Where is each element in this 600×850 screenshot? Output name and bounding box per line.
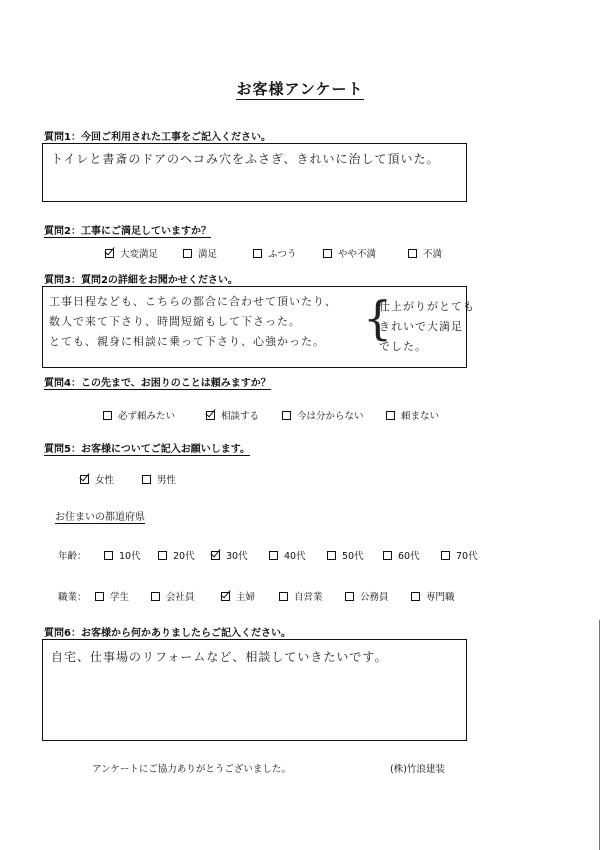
gender-option-male[interactable]: 男性 <box>142 472 192 486</box>
gender-option-female[interactable]: 女性 <box>80 472 142 486</box>
checkbox[interactable] <box>95 592 104 601</box>
page-title <box>0 78 600 99</box>
age-option-10s[interactable]: 10代 <box>104 548 158 562</box>
prefecture-label: お住まいの都道府県 <box>55 512 145 523</box>
checkbox[interactable] <box>151 592 160 601</box>
q2-option-1[interactable]: 大変満足 <box>105 246 183 260</box>
checkbox[interactable] <box>183 249 192 258</box>
checkbox[interactable] <box>411 592 420 601</box>
checkbox[interactable] <box>386 411 395 420</box>
question-6-answer-box[interactable] <box>42 639 467 741</box>
q2-option-3[interactable]: ふつう <box>253 246 323 260</box>
job-option-housewife[interactable]: 主婦 <box>221 589 279 603</box>
question-4-options <box>103 408 446 422</box>
checkbox-checked[interactable] <box>221 592 230 601</box>
question-3-side-note: 仕上がりがとても きれいで大満足 でした。 <box>379 300 475 353</box>
question-3-answer-box[interactable] <box>42 286 475 368</box>
q2-option-5[interactable]: 不満 <box>408 246 458 260</box>
age-option-20s[interactable]: 20代 <box>158 548 211 562</box>
question-1-label: 質問1：今回ご利用された工事をご記入ください。 <box>44 132 271 143</box>
q4-option-1[interactable]: 必ず頼みたい <box>103 408 206 422</box>
q2-option-2[interactable]: 満足 <box>183 246 253 260</box>
checkbox[interactable] <box>253 249 262 258</box>
job-options <box>95 589 471 603</box>
question-1-answer-box[interactable] <box>42 143 467 202</box>
checkbox-checked[interactable] <box>211 551 220 560</box>
question-6-answer: 自宅、仕事場のリフォームなど、相談していきたいです。 <box>51 650 388 664</box>
checkbox-checked[interactable] <box>206 411 215 420</box>
gender-options <box>80 472 192 486</box>
checkbox-checked[interactable] <box>80 475 89 484</box>
age-option-50s[interactable]: 50代 <box>327 548 383 562</box>
checkbox[interactable] <box>323 249 332 258</box>
q3-line-2: 数人で来て下さり、時間短縮もして下さった。 <box>49 315 301 328</box>
checkbox[interactable] <box>441 551 450 560</box>
age-option-30s[interactable]: 30代 <box>211 548 269 562</box>
checkbox[interactable] <box>383 551 392 560</box>
question-1-answer: トイレと書斎のドアのヘコみ穴をふさぎ、きれいに治して頂いた。 <box>51 152 440 166</box>
checkbox[interactable] <box>408 249 417 258</box>
job-option-self-employed[interactable]: 自営業 <box>279 589 345 603</box>
age-option-60s[interactable]: 60代 <box>383 548 441 562</box>
q3-line-1: 工事日程なども、こちらの都合に合わせて頂いたり、 <box>49 295 337 308</box>
question-3-label: 質問3：質問2の詳細をお聞かせください。 <box>44 275 238 286</box>
question-3-answer <box>49 292 337 352</box>
brace-mark: { <box>363 291 393 345</box>
q4-option-4[interactable]: 頼まない <box>386 408 446 422</box>
q3-line-3: とても、親身に相談に乗って下さり、心強かった。 <box>49 335 325 348</box>
age-label: 年齢： <box>58 551 87 562</box>
checkbox[interactable] <box>327 551 336 560</box>
checkbox[interactable] <box>158 551 167 560</box>
job-option-student[interactable]: 学生 <box>95 589 151 603</box>
job-option-employee[interactable]: 会社員 <box>151 589 221 603</box>
q4-option-2[interactable]: 相談する <box>206 408 282 422</box>
checkbox[interactable] <box>279 592 288 601</box>
question-4-label: 質問4：この先まで、お困りのことは頼みますか？ <box>44 378 271 389</box>
checkbox-checked[interactable] <box>105 249 114 258</box>
checkbox[interactable] <box>142 475 151 484</box>
question-6-label: 質問6：お客様から何かありましたらご記入ください。 <box>44 628 291 639</box>
title-text: お客様アンケート <box>236 80 364 98</box>
question-2-options <box>105 246 458 260</box>
age-options <box>104 548 485 562</box>
footer-company: (株)竹浪建装 <box>390 764 445 775</box>
checkbox[interactable] <box>103 411 112 420</box>
job-label: 職業： <box>58 592 87 603</box>
checkbox[interactable] <box>269 551 278 560</box>
job-option-specialist[interactable]: 専門職 <box>411 589 471 603</box>
question-2-label: 質問2：工事にご満足していますか？ <box>44 226 211 237</box>
question-5-label: 質問5：お客様についてご記入お願いします。 <box>44 444 250 455</box>
age-option-40s[interactable]: 40代 <box>269 548 327 562</box>
job-option-civil-servant[interactable]: 公務員 <box>345 589 411 603</box>
q4-option-3[interactable]: 今は分からない <box>282 408 386 422</box>
checkbox[interactable] <box>104 551 113 560</box>
footer-thanks: アンケートにご協力ありがとうございました。 <box>92 764 291 775</box>
checkbox[interactable] <box>345 592 354 601</box>
checkbox[interactable] <box>282 411 291 420</box>
age-option-70s[interactable]: 70代 <box>441 548 485 562</box>
q2-option-4[interactable]: やや不満 <box>323 246 408 260</box>
